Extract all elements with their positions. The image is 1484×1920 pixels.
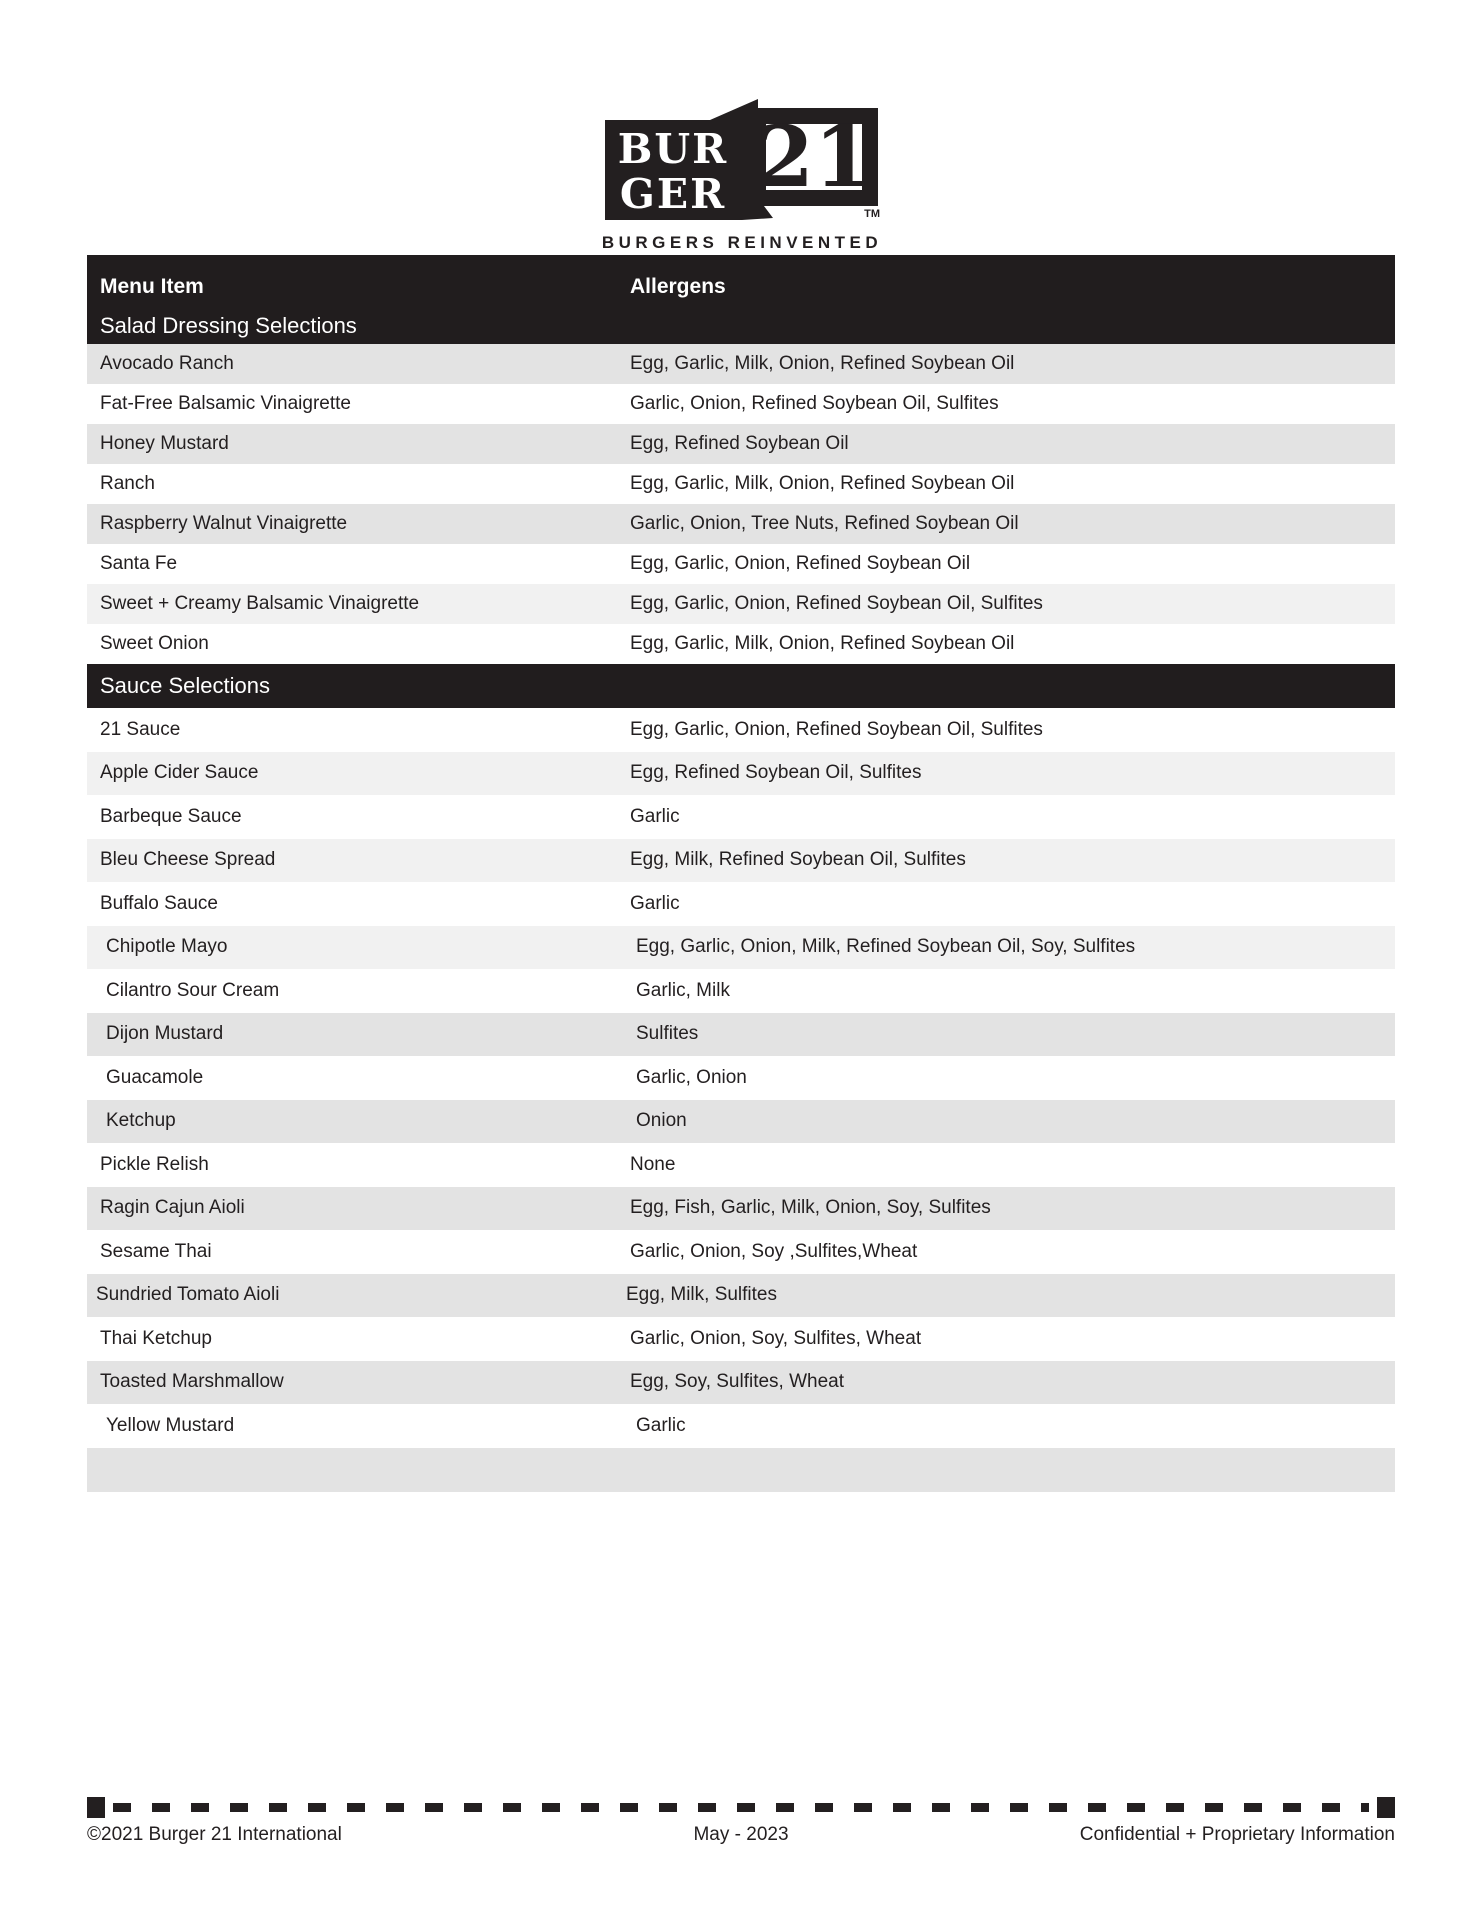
menu-item-cell: Ketchup	[106, 1110, 176, 1132]
logo-number: 21	[755, 107, 873, 206]
allergens-cell: Egg, Garlic, Onion, Refined Soybean Oil	[630, 553, 971, 574]
allergens-cell: Garlic, Onion	[636, 1066, 747, 1088]
allergens-cell: Egg, Garlic, Onion, Refined Soybean Oil, Sulfites	[630, 593, 1043, 614]
table-row	[87, 1187, 1395, 1231]
table-row	[87, 344, 1395, 384]
table-row	[87, 1056, 1395, 1100]
rule-dashes	[113, 1803, 1369, 1812]
table-row	[87, 544, 1395, 584]
section-title-sauce: Sauce Selections	[87, 664, 1395, 708]
sauce-rows	[87, 708, 1395, 1448]
allergens-cell: Egg, Garlic, Milk, Onion, Refined Soybean Oil	[630, 353, 1015, 374]
footer-confidential: Confidential + Proprietary Information	[1079, 1824, 1395, 1845]
salad-dressing-rows	[87, 344, 1395, 664]
menu-item-cell: Buffalo Sauce	[100, 892, 218, 914]
allergens-cell: Garlic, Milk	[636, 979, 730, 1001]
table-row	[87, 1361, 1395, 1405]
footer-copyright: ©2021 Burger 21 International	[87, 1824, 342, 1845]
allergens-cell: Garlic, Onion, Soy, Sulfites, Wheat	[630, 1327, 922, 1349]
table-row	[87, 926, 1395, 970]
allergens-cell: Egg, Milk, Refined Soybean Oil, Sulfites	[630, 849, 966, 871]
table-row	[87, 1274, 1395, 1318]
menu-item-cell: Thai Ketchup	[100, 1327, 212, 1349]
allergens-cell: Garlic, Onion, Soy ,Sulfites,Wheat	[630, 1240, 918, 1262]
trailing-empty-row	[87, 1448, 1395, 1492]
column-header-row	[87, 255, 1395, 307]
menu-item-cell: Sundried Tomato Aioli	[96, 1284, 280, 1306]
table-row	[87, 1100, 1395, 1144]
allergens-cell: Egg, Garlic, Milk, Onion, Refined Soybean Oil	[630, 473, 1015, 494]
table-row	[87, 708, 1395, 752]
menu-item-cell: Pickle Relish	[100, 1153, 209, 1175]
menu-item-cell: Cilantro Sour Cream	[106, 979, 280, 1001]
allergens-cell: Garlic	[636, 1414, 686, 1436]
logo-tagline: BURGERS REINVENTED	[601, 233, 883, 252]
table-row	[87, 795, 1395, 839]
menu-item-cell: Sweet Onion	[100, 633, 209, 654]
table-row	[87, 752, 1395, 796]
menu-item-cell: Barbeque Sauce	[100, 805, 242, 827]
menu-item-cell: Avocado Ranch	[100, 353, 234, 374]
menu-item-cell: Dijon Mustard	[106, 1023, 224, 1045]
menu-item-cell: Sesame Thai	[100, 1240, 212, 1262]
table-row	[87, 969, 1395, 1013]
column-header-allergens: Allergens	[630, 275, 726, 298]
table-row	[87, 1143, 1395, 1187]
table-row	[87, 1013, 1395, 1057]
allergens-cell: Sulfites	[636, 1023, 699, 1045]
table-row	[87, 424, 1395, 464]
menu-item-cell: Chipotle Mayo	[106, 936, 228, 958]
table-row	[87, 839, 1395, 883]
allergens-cell: Egg, Refined Soybean Oil	[630, 433, 849, 454]
allergens-cell: Garlic	[630, 892, 680, 914]
menu-item-cell: Honey Mustard	[100, 433, 229, 454]
allergens-cell: Egg, Garlic, Milk, Onion, Refined Soybean Oil	[630, 633, 1015, 654]
allergens-cell: Egg, Garlic, Onion, Refined Soybean Oil, Sulfites	[630, 718, 1043, 740]
section-title-salad-dressing: Salad Dressing Selections	[100, 312, 357, 338]
menu-item-cell: Toasted Marshmallow	[100, 1371, 284, 1393]
column-header-menu-item: Menu Item	[100, 275, 204, 298]
menu-item-cell: Ranch	[100, 473, 155, 494]
table-row	[87, 384, 1395, 424]
allergens-cell: Egg, Milk, Sulfites	[626, 1284, 777, 1306]
rule-right-cap	[1377, 1797, 1395, 1818]
footer	[87, 1824, 1395, 1846]
menu-item-cell: Ragin Cajun Aioli	[100, 1197, 245, 1219]
footer-date: May - 2023	[693, 1824, 789, 1845]
logo-word-bottom: GER	[619, 170, 727, 218]
allergens-cell: None	[630, 1153, 676, 1175]
table-row	[87, 464, 1395, 504]
table-row	[87, 504, 1395, 544]
allergen-table	[87, 255, 1395, 1492]
menu-item-cell: Guacamole	[106, 1066, 204, 1088]
rule-left-cap	[87, 1797, 105, 1818]
menu-item-cell: Raspberry Walnut Vinaigrette	[100, 513, 348, 534]
allergens-cell: Garlic, Onion, Tree Nuts, Refined Soybean Oil	[630, 513, 1019, 534]
allergens-cell: Onion	[636, 1110, 687, 1132]
footer-dashed-rule	[87, 1797, 1395, 1818]
menu-item-cell: 21 Sauce	[100, 718, 181, 740]
allergens-cell: Egg, Refined Soybean Oil, Sulfites	[630, 762, 922, 784]
allergens-cell: Egg, Garlic, Onion, Milk, Refined Soybean Oil, Soy, Sulfites	[636, 936, 1136, 958]
allergens-cell: Garlic	[630, 805, 680, 827]
table-row	[87, 584, 1395, 624]
table-row	[87, 624, 1395, 664]
allergens-cell: Egg, Fish, Garlic, Milk, Onion, Soy, Sulfites	[630, 1197, 991, 1219]
menu-item-cell: Fat-Free Balsamic Vinaigrette	[100, 393, 351, 414]
table-row	[87, 1230, 1395, 1274]
menu-item-cell: Sweet + Creamy Balsamic Vinaigrette	[100, 593, 420, 614]
trademark-label: TM	[864, 208, 880, 220]
menu-item-cell: Santa Fe	[100, 553, 178, 574]
menu-item-cell: Apple Cider Sauce	[100, 762, 259, 784]
table-row	[87, 1404, 1395, 1448]
menu-item-cell: Bleu Cheese Spread	[100, 849, 276, 871]
table-header	[87, 255, 1395, 344]
logo-word-top: BUR	[617, 125, 729, 173]
table-row	[87, 1317, 1395, 1361]
allergens-cell: Egg, Soy, Sulfites, Wheat	[630, 1371, 845, 1393]
menu-item-cell: Yellow Mustard	[106, 1414, 235, 1436]
allergens-cell: Garlic, Onion, Refined Soybean Oil, Sulfites	[630, 393, 999, 414]
table-row	[87, 882, 1395, 926]
